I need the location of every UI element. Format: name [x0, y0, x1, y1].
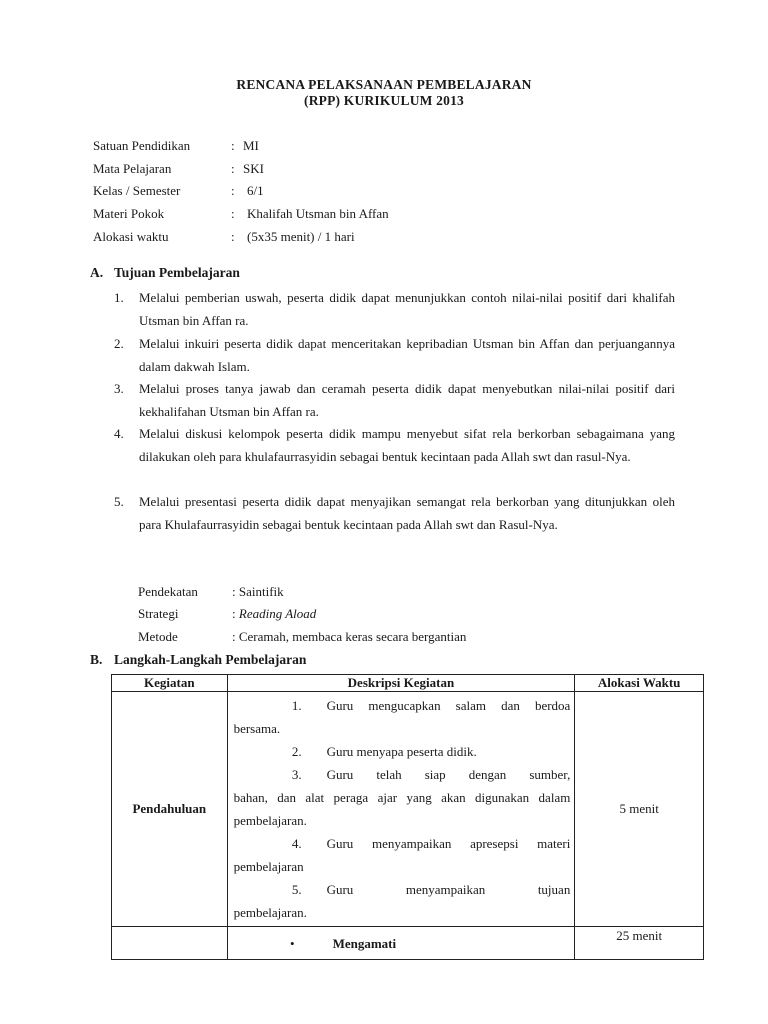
identity-separator: :	[231, 138, 235, 153]
document-title: RENCANA PELAKSANAAN PEMBELAJARAN	[236, 77, 532, 92]
bullet-icon: •	[290, 935, 295, 951]
section-title: Langkah-Langkah Pembelajaran	[114, 652, 307, 667]
goal-number: 4.	[114, 426, 124, 441]
method-label: Metode	[138, 629, 178, 644]
step-item	[234, 763, 571, 832]
step-text-continued: bersama.	[233, 721, 281, 736]
identity-label: Materi Pokok	[93, 206, 165, 221]
goal-item	[114, 286, 675, 332]
step-text-continued: bahan, dan alat peraga ajar yang akan digunakan dalam pembelajaran.	[233, 790, 571, 828]
step-item	[234, 740, 571, 763]
method-value: : Ceramah, membaca keras secara bergantian	[232, 629, 467, 644]
goal-number: 5.	[114, 494, 124, 509]
goal-text: Melalui pemberian uswah, peserta didik dapat menunjukkan contoh nilai-nilai positif dari khalifah Utsman bin Affan ra.	[139, 290, 675, 328]
step-number: 1.	[291, 698, 302, 713]
identity-separator: :	[231, 229, 235, 244]
identity-value: SKI	[243, 161, 264, 176]
method-value: : Saintifik	[232, 584, 284, 599]
goal-number: 1.	[114, 290, 124, 305]
table-row	[112, 692, 704, 927]
identity-separator: :	[231, 183, 235, 198]
method-value-italic: Reading Aload	[238, 606, 317, 621]
identity-value: Khalifah Utsman bin Affan	[247, 206, 389, 221]
table-header-row	[112, 675, 704, 692]
section-letter: B.	[90, 652, 103, 667]
alokasi-cell: 5 menit	[575, 692, 704, 927]
method-label: Pendekatan	[138, 584, 198, 599]
goal-text: Melalui inkuiri peserta didik dapat menceritakan kepribadian Utsman bin Affan dan perjuangannya dalam dakwah Islam.	[139, 336, 675, 374]
section-title: Tujuan Pembelajaran	[114, 265, 240, 280]
step-text: Guru mengucapkan salam dan berdoa	[326, 698, 571, 713]
step-number: 3.	[291, 767, 302, 782]
goal-item	[114, 332, 675, 378]
kegiatan-cell: Pendahuluan	[112, 692, 228, 927]
step-text: Guru menyapa peserta didik.	[326, 744, 477, 759]
column-header-kegiatan: Kegiatan	[112, 675, 228, 692]
step-item	[234, 832, 571, 878]
deskripsi-cell	[227, 927, 575, 960]
goal-text: Melalui diskusi kelompok peserta didik mampu menyebut sifat rela berkorban sebagaimana yang dilakukan oleh para khulafaurrasyidin sebagai bentuk kecintaan pada Allah swt dan rasul-Nya.	[139, 426, 675, 464]
column-header-deskripsi: Deskripsi Kegiatan	[227, 675, 575, 692]
goal-text: Melalui presentasi peserta didik dapat menyajikan semangat rela berkorban yang ditunjukkan oleh para Khulafaurrasyidin sebagai bentuk kecintaan pada Allah swt dan Rasul-Nya.	[139, 494, 675, 532]
column-header-alokasi: Alokasi Waktu	[575, 675, 704, 692]
identity-label: Satuan Pendidikan	[93, 138, 191, 153]
identity-value: (5x35 menit) / 1 hari	[247, 229, 355, 244]
step-number: 2.	[291, 744, 302, 759]
section-a-heading	[90, 265, 240, 281]
step-text-continued: pembelajaran	[233, 859, 304, 874]
activity-label: Mengamati	[332, 935, 397, 951]
identity-label: Mata Pelajaran	[93, 161, 172, 176]
section-b-heading	[90, 652, 306, 668]
alokasi-cell: 25 menit	[575, 927, 704, 960]
document-subtitle: (RPP) KURIKULUM 2013	[304, 93, 464, 108]
goal-item	[114, 490, 675, 536]
kegiatan-cell	[112, 927, 228, 960]
step-text: Guru menyampaikan apresepsi materi	[326, 836, 571, 851]
goal-number: 3.	[114, 381, 124, 396]
deskripsi-cell	[227, 692, 575, 927]
goal-number: 2.	[114, 336, 124, 351]
method-value-prefix: :	[232, 606, 239, 621]
method-value	[232, 604, 316, 624]
method-label: Strategi	[138, 606, 179, 621]
step-text-continued: pembelajaran.	[233, 905, 307, 920]
step-item	[234, 694, 571, 740]
goal-text: Melalui proses tanya jawab dan ceramah peserta didik dapat menyebutkan nilai-nilai positif dari kekhalifahan Utsman bin Affan ra.	[139, 381, 675, 419]
identity-label: Alokasi waktu	[93, 229, 169, 244]
step-text: Guru telah siap dengan sumber,	[326, 767, 571, 782]
identity-label: Kelas / Semester	[93, 183, 181, 198]
table-row	[112, 927, 704, 960]
section-letter: A.	[90, 265, 104, 280]
learning-steps-table	[111, 674, 704, 960]
step-item	[234, 878, 571, 924]
identity-separator: :	[231, 206, 235, 221]
step-number: 4.	[291, 836, 302, 851]
step-text: Guru menyampaikan tujuan	[326, 882, 571, 897]
goal-item	[114, 377, 675, 423]
goal-item	[114, 422, 675, 468]
step-number: 5.	[291, 882, 302, 897]
identity-value: 6/1	[247, 183, 264, 198]
identity-value: MI	[243, 138, 259, 153]
identity-separator: :	[231, 161, 235, 176]
